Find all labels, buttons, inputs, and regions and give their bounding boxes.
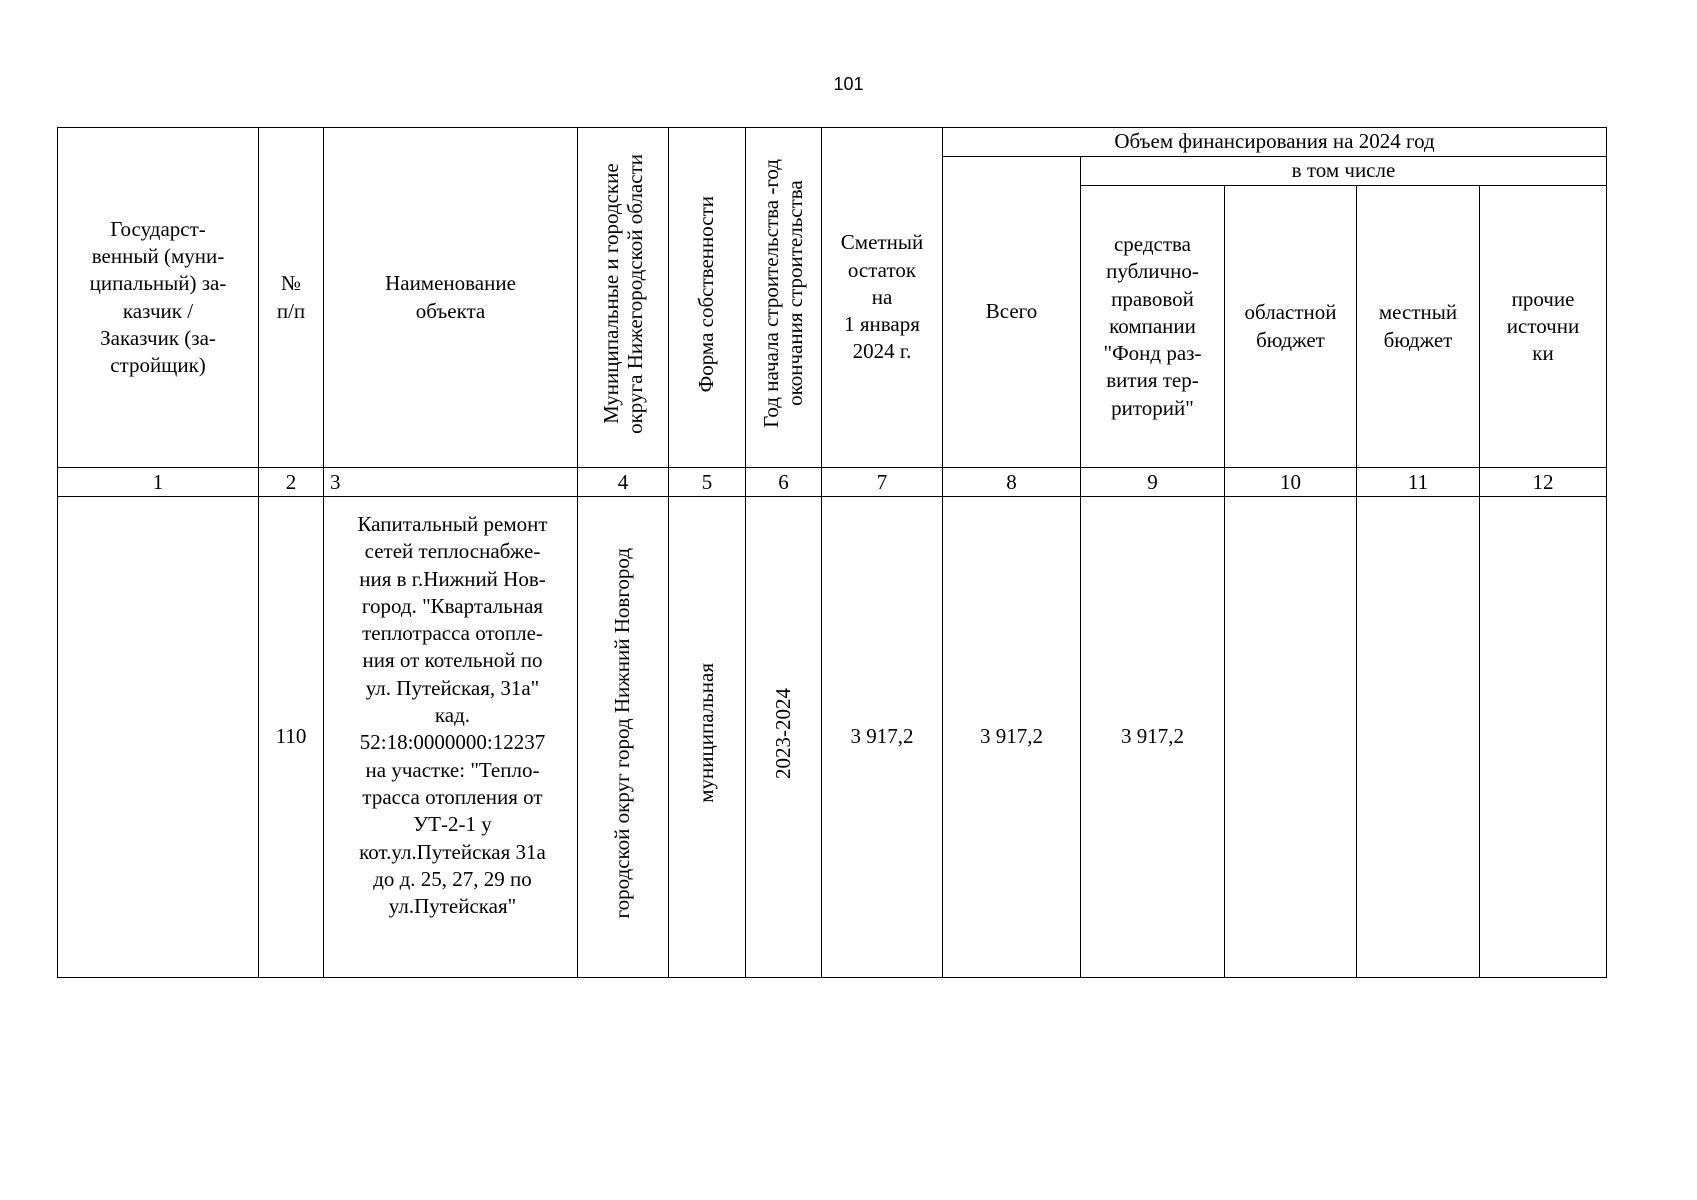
row-local (1357, 497, 1480, 978)
table-row (58, 497, 1607, 978)
row-other (1480, 497, 1607, 978)
header-fund: средства публично- правовой компании "Фонд раз- вития тер- риторий" (1081, 186, 1225, 468)
column-number: 9 (1081, 468, 1225, 497)
row-object-name: Капитальный ремонт сетей теплоснабже- ния в г.Нижний Нов- город. "Квартальная теплотрасса отопле- ния от котельной по ул. Путейская, 31а" кад. 52:18:0000000:12237 на участке: "Тепло- трасса отопления от УТ-2-1 у кот.ул.Путейская 31а до д. 25, 27, 29 по ул.Путейская" (324, 497, 578, 978)
header-total: Всего (943, 157, 1081, 468)
column-number: 8 (943, 468, 1081, 497)
column-number: 3 (324, 468, 578, 497)
column-number: 12 (1480, 468, 1607, 497)
header-other: прочие источни ки (1480, 186, 1607, 468)
header-number: № п/п (259, 128, 324, 468)
column-number: 10 (1225, 468, 1357, 497)
header-ownership: Форма собственности (669, 128, 746, 468)
column-number: 11 (1357, 468, 1480, 497)
header-regional: областной бюджет (1225, 186, 1357, 468)
header-object-name: Наименование объекта (324, 128, 578, 468)
page-number: 101 (833, 74, 864, 94)
row-ownership: муниципальная (669, 497, 746, 978)
column-number: 1 (58, 468, 259, 497)
header-balance: Сметный остаток на 1 января 2024 г. (822, 128, 943, 468)
column-number: 7 (822, 468, 943, 497)
column-number: 2 (259, 468, 324, 497)
row-balance: 3 917,2 (822, 497, 943, 978)
row-regional (1225, 497, 1357, 978)
header-local: местный бюджет (1357, 186, 1480, 468)
column-number: 6 (746, 468, 822, 497)
row-fund: 3 917,2 (1081, 497, 1225, 978)
financing-table (57, 127, 1607, 978)
header-row-1 (58, 128, 1607, 157)
header-municipalities: Муниципальные и городские округа Нижегородской области (578, 128, 669, 468)
column-number-row (58, 468, 1607, 497)
header-including: в том числе (1081, 157, 1607, 186)
column-number: 5 (669, 468, 746, 497)
row-number: 110 (259, 497, 324, 978)
row-years: 2023-2024 (746, 497, 822, 978)
header-years: Год начала строительства -год окончания строительства (746, 128, 822, 468)
row-total: 3 917,2 (943, 497, 1081, 978)
header-financing: Объем финансирования на 2024 год (943, 128, 1607, 157)
column-number: 4 (578, 468, 669, 497)
row-customer (58, 497, 259, 978)
header-customer: Государст- венный (муни- ципальный) за- казчик / Заказчик (за- стройщик) (58, 128, 259, 468)
row-municipality: городской округ город Нижний Новгород (578, 497, 669, 978)
